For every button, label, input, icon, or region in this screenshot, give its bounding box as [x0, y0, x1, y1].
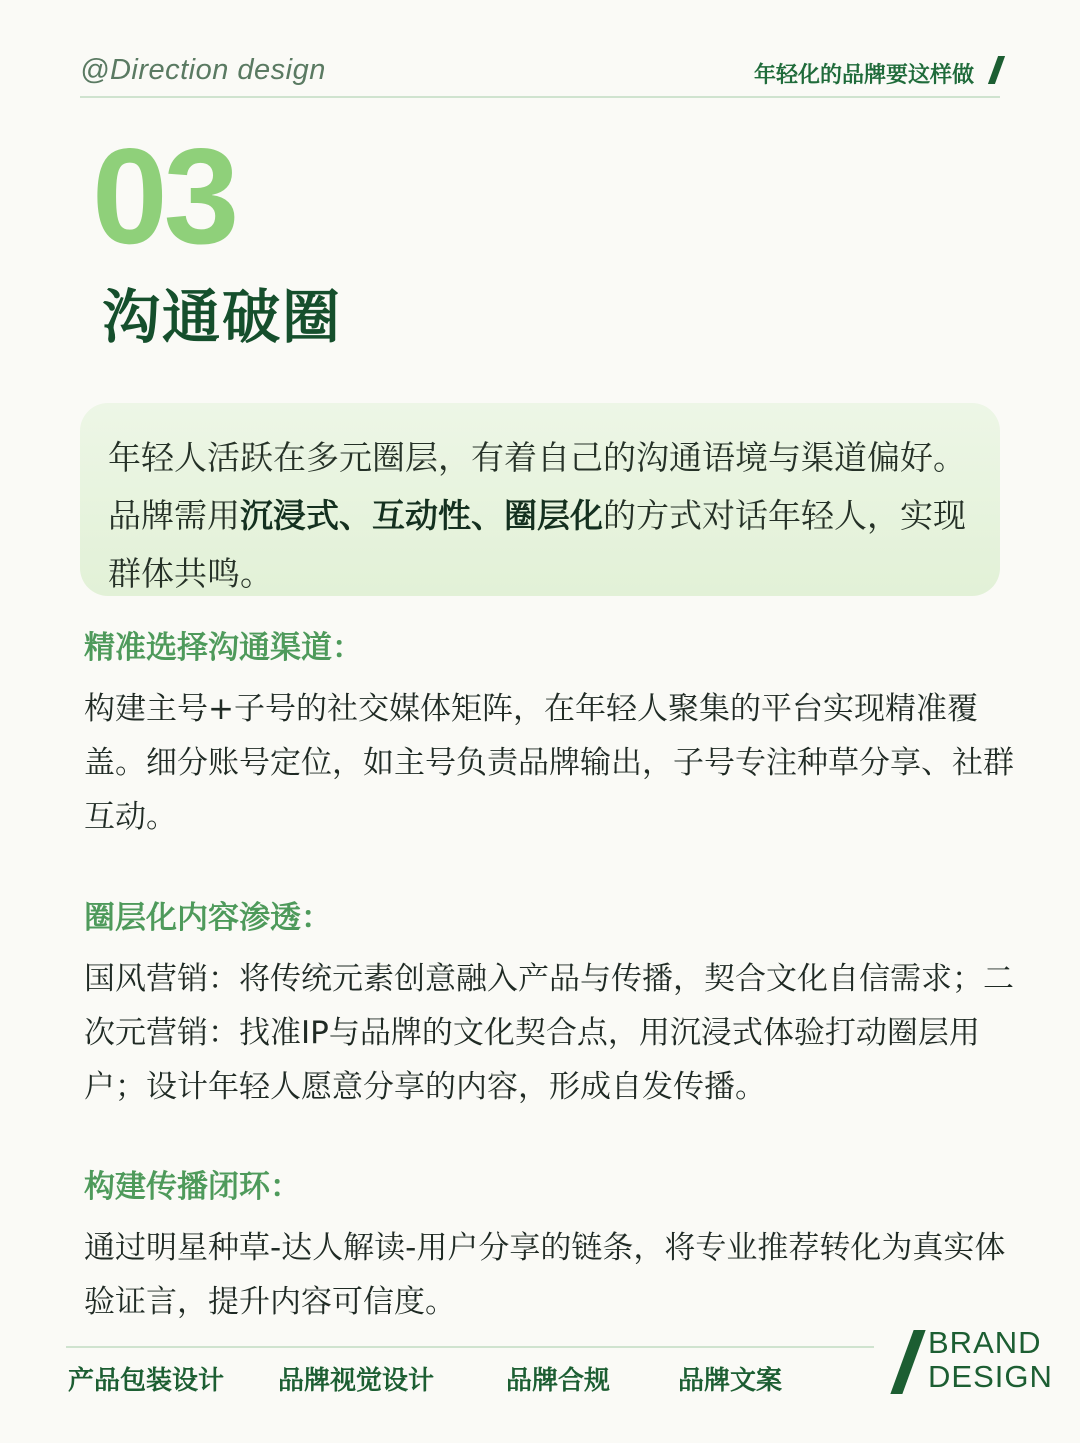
content-block-channels	[84, 628, 1014, 844]
brand-mark-line1: BRAND	[928, 1325, 1042, 1360]
slash-icon	[890, 1330, 925, 1394]
block-heading: 圈层化内容渗透：	[84, 900, 332, 936]
block-body: 构建主号+子号的社交媒体矩阵，在年轻人聚集的平台实现精准覆盖。细分账号定位，如主号负责品牌输出，子号专注种草分享、社群互动。	[84, 691, 1014, 835]
content-block-circles	[84, 898, 1014, 1114]
brand-mark	[928, 1326, 1053, 1394]
block-body: 通过明星种草-达人解读-用户分享的链条，将专业推荐转化为真实体验证言，提升内容可信度。	[84, 1230, 1006, 1320]
block-heading: 构建传播闭环：	[84, 1169, 301, 1205]
intro-text-part2: 的方式对话年轻人，实现群体共鸣。	[108, 496, 966, 593]
footer-link-visual[interactable]: 品牌视觉设计	[278, 1366, 435, 1396]
intro-text-bold: 沉浸式、互动性、圈层化	[240, 496, 603, 535]
section-number: 03	[92, 120, 236, 272]
content-block-loop	[84, 1167, 1014, 1329]
footer-link-copywriting[interactable]: 品牌文案	[678, 1366, 783, 1396]
footer-link-packaging[interactable]: 产品包装设计	[68, 1366, 225, 1396]
intro-text	[108, 429, 972, 603]
header	[80, 52, 1000, 98]
intro-text-part1: 年轻人活跃在多元圈层，有着自己的沟通语境与渠道偏好。品牌需用	[108, 438, 966, 535]
block-heading: 精准选择沟通渠道：	[84, 630, 363, 666]
intro-box	[80, 403, 1000, 596]
section-title: 沟通破圈	[102, 283, 343, 351]
block-body: 国风营销：将传统元素创意融入产品与传播，契合文化自信需求；二次元营销：找准IP与品牌的文化契合点，用沉浸式体验打动圈层用户；设计年轻人愿意分享的内容，形成自发传播。	[84, 961, 1014, 1105]
brand-handle: @Direction design	[80, 54, 326, 86]
header-tag: 年轻化的品牌要这样做	[753, 63, 974, 88]
slash-icon	[988, 56, 1005, 84]
footer-divider	[66, 1346, 874, 1348]
brand-mark-line2: DESIGN	[928, 1359, 1053, 1394]
footer-link-compliance[interactable]: 品牌合规	[506, 1366, 611, 1396]
